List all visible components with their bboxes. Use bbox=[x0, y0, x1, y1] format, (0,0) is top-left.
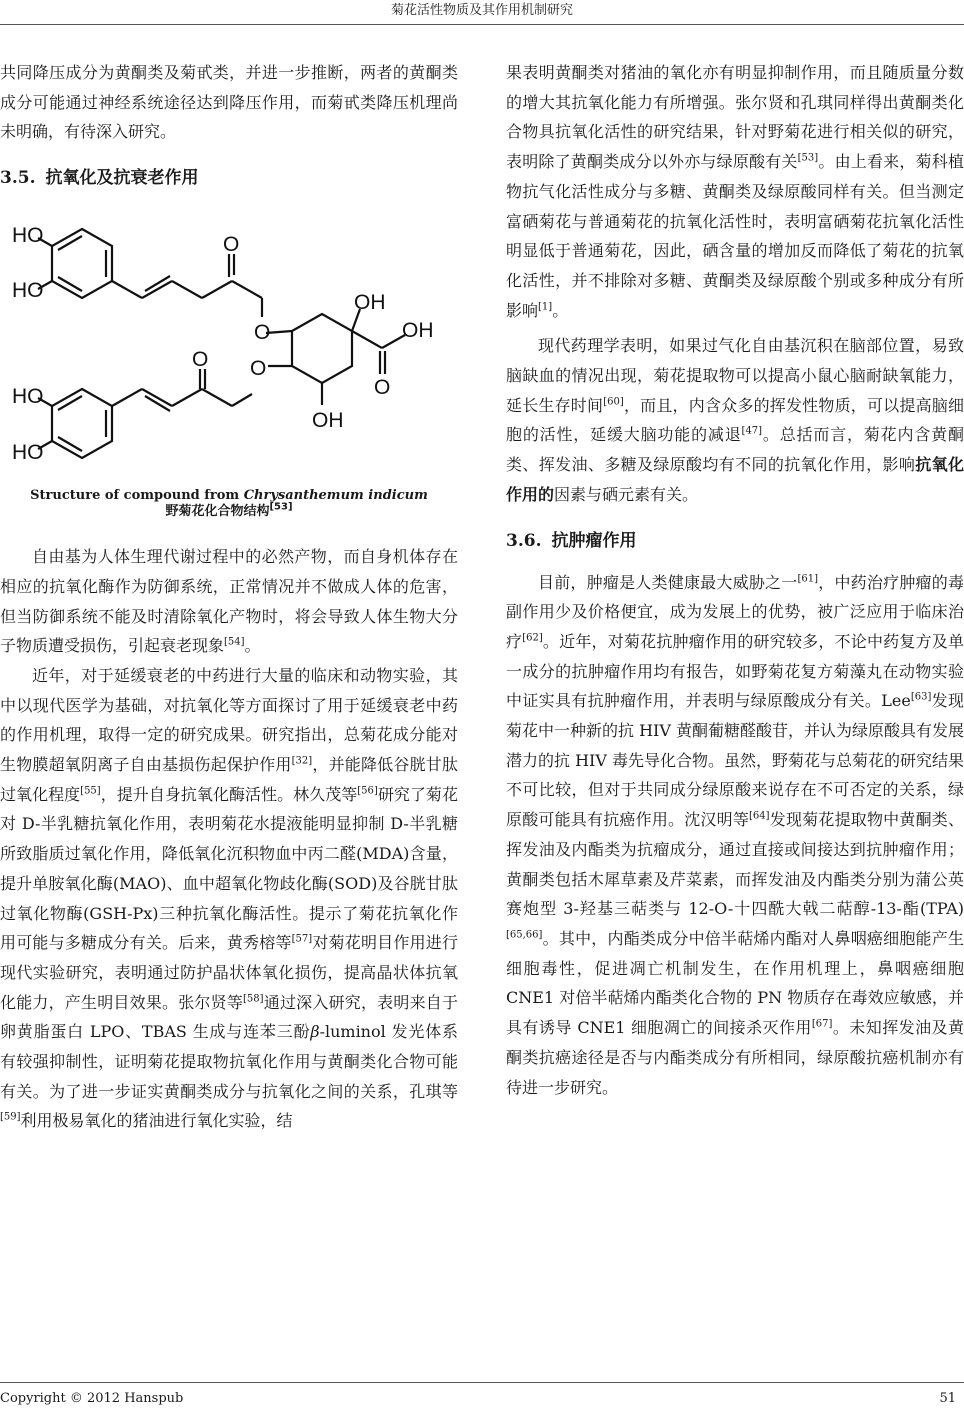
section-number: 3.5. bbox=[0, 168, 36, 189]
label-ester-o-1: O bbox=[254, 321, 271, 345]
right-column bbox=[506, 58, 964, 1102]
left-column bbox=[0, 58, 458, 1136]
header-rule bbox=[0, 24, 964, 25]
label-oh-3: OH bbox=[312, 409, 344, 433]
label-carbonyl-o-2: O bbox=[374, 376, 391, 400]
label-ester-o-2: O bbox=[250, 357, 267, 381]
label-carbonyl-o-3: O bbox=[192, 348, 209, 372]
lower-benzene-ring bbox=[52, 389, 112, 458]
citation: [64] bbox=[749, 810, 770, 822]
citation: [53] bbox=[797, 152, 819, 164]
quinic-ring bbox=[292, 314, 352, 383]
citation: [67] bbox=[811, 1018, 833, 1030]
label-oh-1: OH bbox=[354, 291, 386, 315]
page-number: 51 bbox=[939, 1391, 956, 1406]
paragraph-antitumor: 目前，肿瘤是人类健康最大威胁之一[61]，中药治疗肿瘤的毒副作用少及价格便宜，成为发展上的优势，被广泛应用于临床治疗[62]。近年，对菊花抗肿瘤作用的研究较多，不论中药复方及单一成分的抗肿瘤作用均有报告，如野菊花复方菊藻丸在动物实验中证实具有抗肿瘤作用，并表明与绿原酸成分有关。Lee[63]发现菊花中一种新的抗 HIV 黄酮葡糖醛酸苷，并认为绿原酸具有发展潜力的抗 HIV 毒先导化合物。虽然，野菊花与总菊花的研究结果不可比较，但对于共同成分绿原酸来说存在不可否定的关系，绿原酸可能具有抗癌作用。沈汉明等[64]发现菊花提取物中黄酮类、挥发油及内酯类为抗瘤成分，通过直接或间接达到抗肿瘤作用；黄酮类包括木犀草素及芹菜素，而挥发油及内酯类分别为蒲公英赛炮型 3-羟基三萜类与 12-O-十四酰大戟二萜醇-13-酯(TPA)[65,66]。其中，内酯类成分中倍半萜烯内酯对人鼻咽癌细胞能产生细胞毒性，促进凋亡机制发生，在作用机理上，鼻咽癌细胞 CNE1 对倍半萜烯内酯类化合物的 PN 物质存在毒效应敏感，并具有诱导 CNE1 细胞凋亡的间接杀灭作用[67]。未知挥发油及黄酮类抗癌途径是否与内酯类成分有所相同，绿原酸抗癌机制亦有待进一步研究。 bbox=[506, 572, 964, 1097]
chemical-structure-figure bbox=[0, 209, 458, 484]
label-ho-4: HO bbox=[12, 441, 44, 465]
label-ho-2: HO bbox=[12, 279, 44, 303]
citation: [54] bbox=[224, 636, 245, 648]
paragraph-flavonoid-oxidation: 果表明黄酮类对猪油的氧化亦有明显抑制作用，而且随质量分数的增大其抗氧化能力有所增强。张尔贤和孔琪同样得出黄酮类化合物具抗氧化活性的研究结果，针对野菊花进行相关似的研究，表明除了黄酮类成分以外亦与绿原酸有关[53]。由上看来，菊科植物抗气化活性成分与多糖、黄酮类及绿原酸同样有关。但当测定富硒菊花与普通菊花的抗氧化活性时，表明富硒菊花抗氧化活性明显低于普通菊花，因此，硒含量的增加反而降低了菊花的抗氧化活性，并不排除对多糖、黄酮类及绿原酸个别或多种成分有所影响[1]。 bbox=[506, 63, 964, 320]
paragraph-free-radical: 自由基为人体生理代谢过程中的必然产物，而自身机体存在相应的抗氧化酶作为防御系统，正常情况并不做成人体的危害，但当防御系统不能及时清除氧化产物时，将会导致人体生物大分子物质遭受损伤，引起衰老现象[54]。 bbox=[0, 547, 458, 656]
section-heading-3-5 bbox=[0, 165, 458, 191]
citation: [1] bbox=[538, 301, 553, 313]
citation: [65,66] bbox=[506, 929, 543, 941]
bold-phrase: 抗氧化作用的 bbox=[506, 455, 964, 504]
caption-en-species: Chrysanthemum indicum bbox=[243, 488, 428, 504]
section-title: 抗氧化及抗衰老作用 bbox=[45, 168, 199, 189]
citation: [63] bbox=[910, 692, 932, 704]
citation: [32] bbox=[291, 755, 313, 767]
caption-english bbox=[0, 488, 458, 504]
citation: [57] bbox=[291, 933, 313, 945]
paragraph-pharmacology: 现代药理学表明，如果过气化自由基沉积在脑部位置，易致脑缺血的情况出现，菊花提取物可以提高小鼠心脑耐缺氧能力，延长生存时间[60]，而且，内含众多的挥发性物质，可以提高脑细胞的活性，延缓大脑功能的减退[47]。总括而言，菊花内含黄酮类、挥发油、多糖及绿原酸均有不同的抗氧化作用，影响抗氧化作用的因素与硒元素有关。 bbox=[506, 336, 964, 504]
caption-en-prefix: Structure of compound from bbox=[30, 488, 244, 504]
label-carbonyl-o-1: O bbox=[223, 233, 240, 257]
label-ho-3: HO bbox=[12, 385, 44, 409]
running-header: 菊花活性物质及其作用机制研究 bbox=[390, 3, 573, 18]
caption-zh-text: 野菊花化合物结构 bbox=[165, 504, 270, 520]
section-number: 3.6. bbox=[506, 530, 542, 551]
figure-caption bbox=[0, 488, 458, 520]
paragraph-antiaging-research: 近年，对于延缓衰老的中药进行大量的临床和动物实验，其中以现代医学为基础，对抗氧化等方面探讨了用于延缓衰老中药的作用机理，取得一定的研究成果。研究指出，总菊花成分能对生物膜超氧阴离子自由基损伤起保护作用[32]，并能降低谷胱甘肽过氧化程度[55]，提升自身抗氧化酶活性。林久茂等[56]研究了菊花对 D-半乳糖抗氧化作用，表明菊花水提液能明显抑制 D-半乳糖所致脂质过氧化作用，降低氧化沉积物血中丙二醛(MDA)含量，提升单胺氧化酶(MAO)、血中超氧化物歧化酶(SOD)及谷胱甘肽过氧化物酶(GSH-Px)三种抗氧化酶活性。提示了菊花抗氧化作用可能与多糖成分有关。后来，黄秀榕等[57]对菊花明目作用进行现代实验研究，表明通过防护晶状体氧化损伤，提高晶状体抗氧化能力，产生明目效果。张尔贤等[58]通过深入研究，表明来自于卵黄脂蛋白 LPO、TBAS 生成与连苯三酚β-luminol 发光体系有较强抑制性，证明菊花提取物抗氧化作用与黄酮类化合物可能有关。为了进一步证实黄酮类成分与抗氧化之间的关系，孔琪等[59]利用极易氧化的猪油进行氧化实验，结 bbox=[0, 665, 458, 1131]
citation: [53] bbox=[269, 501, 293, 513]
label-oh-2: OH bbox=[402, 319, 434, 343]
citation: [59] bbox=[0, 1112, 21, 1124]
footer-copyright: Copyright © 2012 Hanspub bbox=[0, 1391, 184, 1406]
citation: [58] bbox=[243, 993, 264, 1005]
citation: [60] bbox=[603, 396, 624, 408]
label-ho-1: HO bbox=[12, 224, 44, 248]
section-title: 抗肿瘤作用 bbox=[551, 530, 637, 551]
caption-chinese bbox=[0, 501, 458, 520]
citation: [55] bbox=[80, 785, 101, 797]
section-heading-3-6 bbox=[506, 528, 964, 554]
citation: [47] bbox=[741, 426, 763, 438]
citation: [61] bbox=[797, 573, 819, 585]
upper-benzene-ring bbox=[52, 229, 112, 298]
intro-paragraph: 共同降压成分为黄酮类及菊甙类，并进一步推断，两者的黄酮类成分可能通过神经系统途径达到降压作用，而菊甙类降压机理尚未明确，有待深入研究。 bbox=[0, 63, 458, 142]
chlorogenic-acid-structure bbox=[10, 209, 450, 484]
footer-rule bbox=[0, 1382, 964, 1383]
citation: [62] bbox=[522, 632, 543, 644]
citation: [56] bbox=[357, 785, 378, 797]
